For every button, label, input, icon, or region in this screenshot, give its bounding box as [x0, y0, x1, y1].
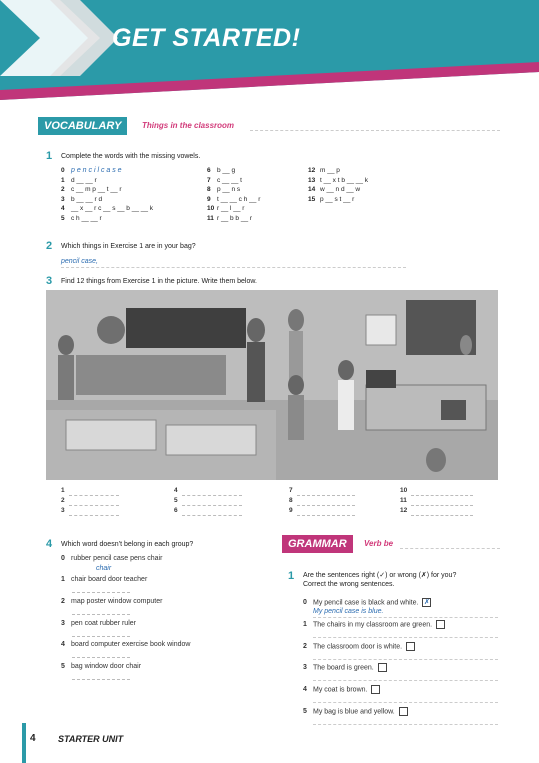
list-item: 12 m __ p — [308, 167, 340, 174]
vocabulary-tag: VOCABULARY — [38, 117, 127, 135]
student-icon — [288, 309, 304, 331]
list-item: 10 r __ l __ r — [207, 205, 245, 213]
list-item: 7 c __ __ t — [207, 176, 242, 184]
list-item: 3 b __ __ r d — [61, 195, 103, 203]
answer-line — [72, 632, 130, 637]
desk-icon — [166, 425, 256, 455]
exercise-instruction: Find 12 things from Exercise 1 in the picture. Write them below. — [61, 278, 257, 285]
answer-line — [313, 702, 498, 703]
list-item: 11 r __ b b __ r — [207, 214, 253, 222]
list-item: 8 p __ n s — [207, 186, 241, 194]
list-item: 0 rubber pencil case pens chair — [61, 555, 163, 562]
list-item: 13 t __ x t b __ __ k — [308, 176, 369, 184]
desk-icon — [366, 385, 486, 430]
grammar-subtitle: Verb be — [364, 539, 394, 548]
exercise-number: 2 — [46, 240, 53, 252]
checkbox[interactable] — [371, 685, 380, 694]
list-item: 14 w __ n d __ w — [308, 186, 361, 194]
answer-text: pencil case, — [61, 258, 98, 265]
list-item: 1 d __ __ r — [61, 176, 97, 184]
list-item: 3 The board is green. — [303, 663, 387, 672]
answer-line — [72, 653, 130, 658]
grammar-tag: GRAMMAR — [282, 535, 353, 553]
exercise-instruction: Correct the wrong sentences. — [303, 581, 395, 588]
exercise-number: 1 — [46, 150, 53, 162]
checkbox[interactable] — [406, 642, 415, 651]
answer-text: My pencil case is blue. — [313, 608, 384, 615]
answer-text: chair — [96, 565, 112, 572]
student-icon — [338, 360, 354, 380]
classroom-illustration — [46, 290, 498, 480]
answer-column: 4 5 6 — [174, 486, 242, 516]
word-list-col1 — [61, 166, 201, 224]
answer-column: 10 11 12 — [400, 486, 473, 516]
student-icon — [426, 448, 446, 472]
exercise-instruction: Are the sentences right (✓) or wrong (✗) for you? — [303, 572, 457, 579]
answer-line — [313, 637, 498, 638]
exercise-number: 4 — [46, 538, 53, 550]
exercise-instruction: Which word doesn’t belong in each group? — [61, 541, 194, 548]
teacher-icon — [247, 318, 265, 342]
list-item: 1 The chairs in my classroom are green. — [303, 620, 445, 629]
exercise-number: 3 — [46, 275, 53, 287]
list-item: 1 chair board door teacher — [61, 576, 148, 583]
poster-icon — [366, 315, 396, 345]
checkbox[interactable] — [399, 707, 408, 716]
list-item: 4 __ x __ r c __ s __ b __ __ k — [61, 205, 154, 213]
list-item: 9 t __ __ c h __ r — [207, 195, 261, 203]
page-title: GET STARTED! — [112, 24, 301, 52]
answer-column: 7 8 9 — [289, 486, 355, 516]
teacher-desk-icon — [76, 355, 226, 395]
list-item: 4 My coat is brown. — [303, 685, 380, 694]
list-item: 4 board computer exercise book window — [61, 641, 191, 648]
word-list-col3 — [308, 166, 418, 204]
divider — [400, 548, 500, 549]
answer-line — [61, 267, 406, 268]
checkbox[interactable] — [436, 620, 445, 629]
answer-line — [72, 588, 130, 593]
list-item: 3 pen coat rubber ruler — [61, 620, 136, 627]
checkbox[interactable]: ✗ — [424, 599, 430, 606]
exercise-number: 1 — [288, 570, 295, 582]
exercise-instruction: Which things in Exercise 1 are in your bag? — [61, 243, 196, 250]
answer-line — [313, 680, 498, 681]
answer-line — [313, 659, 498, 660]
list-item: 5 My bag is blue and yellow. — [303, 707, 408, 716]
list-item: 2 c __ m p __ t __ r — [61, 186, 122, 194]
footer-bar — [22, 723, 26, 763]
student-icon — [58, 335, 74, 355]
answer-column: 1 2 3 — [61, 486, 119, 516]
desk-icon — [66, 420, 156, 450]
divider — [250, 130, 500, 131]
unit-label: STARTER UNIT — [58, 734, 124, 744]
list-item: 6 b __ g — [207, 167, 236, 174]
checkbox[interactable] — [378, 663, 387, 672]
globe-icon — [97, 316, 125, 344]
list-item: 2 The classroom door is white. — [303, 642, 415, 651]
answer-line — [313, 724, 498, 725]
list-item: 0 p e n c i l c a s e — [61, 167, 122, 174]
vocabulary-subtitle: Things in the classroom — [142, 121, 235, 130]
student-icon — [288, 375, 304, 395]
page-number: 4 — [30, 733, 36, 744]
list-item: 5 bag window door chair — [61, 663, 142, 670]
list-item: 0 My pencil case is black and white. ✗ — [303, 599, 430, 607]
computer-icon — [366, 370, 396, 388]
list-item: 5 c h __ __ r — [61, 214, 102, 222]
answer-line — [313, 617, 498, 618]
list-item: 15 p __ s t __ r — [308, 195, 355, 203]
exercise-instruction: Complete the words with the missing vowels. — [61, 153, 201, 160]
answer-line — [72, 610, 130, 615]
word-list-col2 — [207, 166, 307, 224]
plant-icon — [460, 335, 472, 355]
list-item: 2 map poster window computer — [61, 598, 163, 605]
answer-line — [72, 675, 130, 680]
board-icon — [126, 308, 246, 348]
books-icon — [441, 400, 466, 420]
